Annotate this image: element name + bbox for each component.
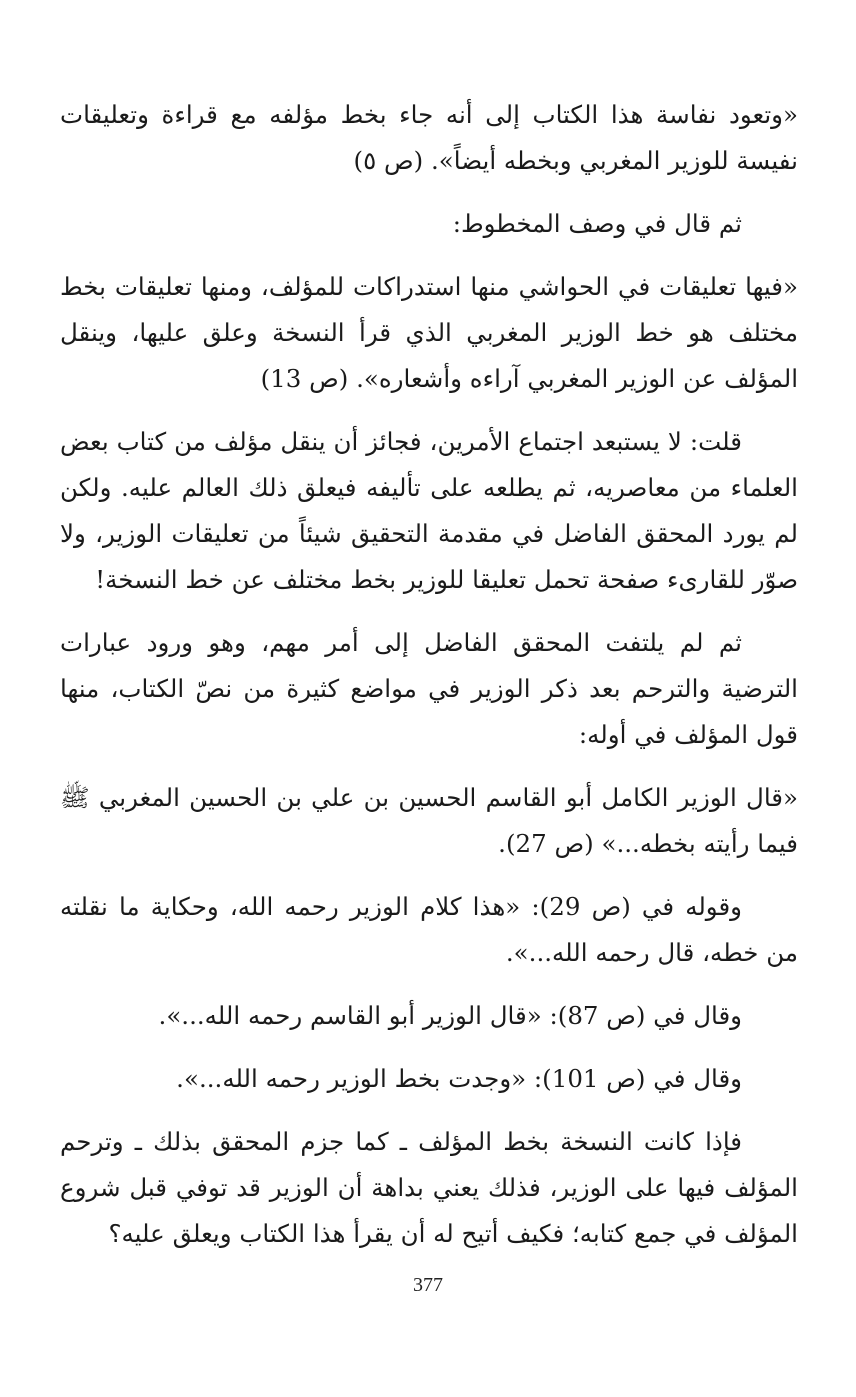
paragraph-page-29: وقوله في (ص 29): «هذا كلام الوزير رحمه الله، وحكاية ما نقلته من خطه، قال رحمه الله...». xyxy=(60,892,798,967)
quote-paragraph-1: «وتعود نفاسة هذا الكتاب إلى أنه جاء بخط مؤلفه مع قراءة وتعليقات نفيسة للوزير المغربي وبخطه أيضاً». (ص ٥) xyxy=(60,100,798,175)
page-number: 377 xyxy=(413,1274,443,1296)
quote-paragraph-3: «قال الوزير الكامل أبو القاسم الحسين بن علي بن الحسين المغربي ﷺ فيما رأيته بخطه...» (ص 27). xyxy=(60,783,798,858)
paragraph-page-87: وقال في (ص 87): «قال الوزير أبو القاسم رحمه الله...». xyxy=(158,1001,742,1030)
paragraph-author-comment: قلت: لا يستبعد اجتماع الأمرين، فجائز أن ينقل مؤلف من كتاب بعض العلماء من معاصريه، ثم يطلعه على تأليفه فيعلق ذلك العالم عليه. ولكن لم يورد المحقق الفاضل في مقدمة التحقيق شيئاً من تعليقات الوزير، ولا صوّر للقارىء صفحة تحمل تعليقا للوزير بخط مختلف عن خط النسخة! xyxy=(60,427,798,594)
quote-paragraph-2: «فيها تعليقات في الحواشي منها استدراكات للمؤلف، ومنها تعليقات بخط مختلف هو خط الوزير المغربي الذي قرأ النسخة وعلق عليها، وينقل المؤلف عن الوزير المغربي آراءه وأشعاره». (ص 13) xyxy=(60,272,798,393)
page-body xyxy=(60,92,798,1274)
paragraph-important-matter: ثم لم يلتفت المحقق الفاضل إلى أمر مهم، وهو ورود عبارات الترضية والترحم بعد ذكر الوزير في مواضع كثيرة من نصّ الكتاب، منها قول المؤلف في أوله: xyxy=(60,628,798,749)
paragraph-conclusion: فإذا كانت النسخة بخط المؤلف ـ كما جزم المحقق بذلك ـ وترحم المؤلف فيها على الوزير، فذلك يعني بداهة أن الوزير قد توفي قبل شروع المؤلف في جمع كتابه؛ فكيف أتيح له أن يقرأ هذا الكتاب ويعلق عليه؟ xyxy=(60,1127,798,1248)
paragraph-page-101: وقال في (ص 101): «وجدت بخط الوزير رحمه الله...». xyxy=(176,1064,742,1093)
paragraph-manuscript-description: ثم قال في وصف المخطوط: xyxy=(452,209,742,238)
